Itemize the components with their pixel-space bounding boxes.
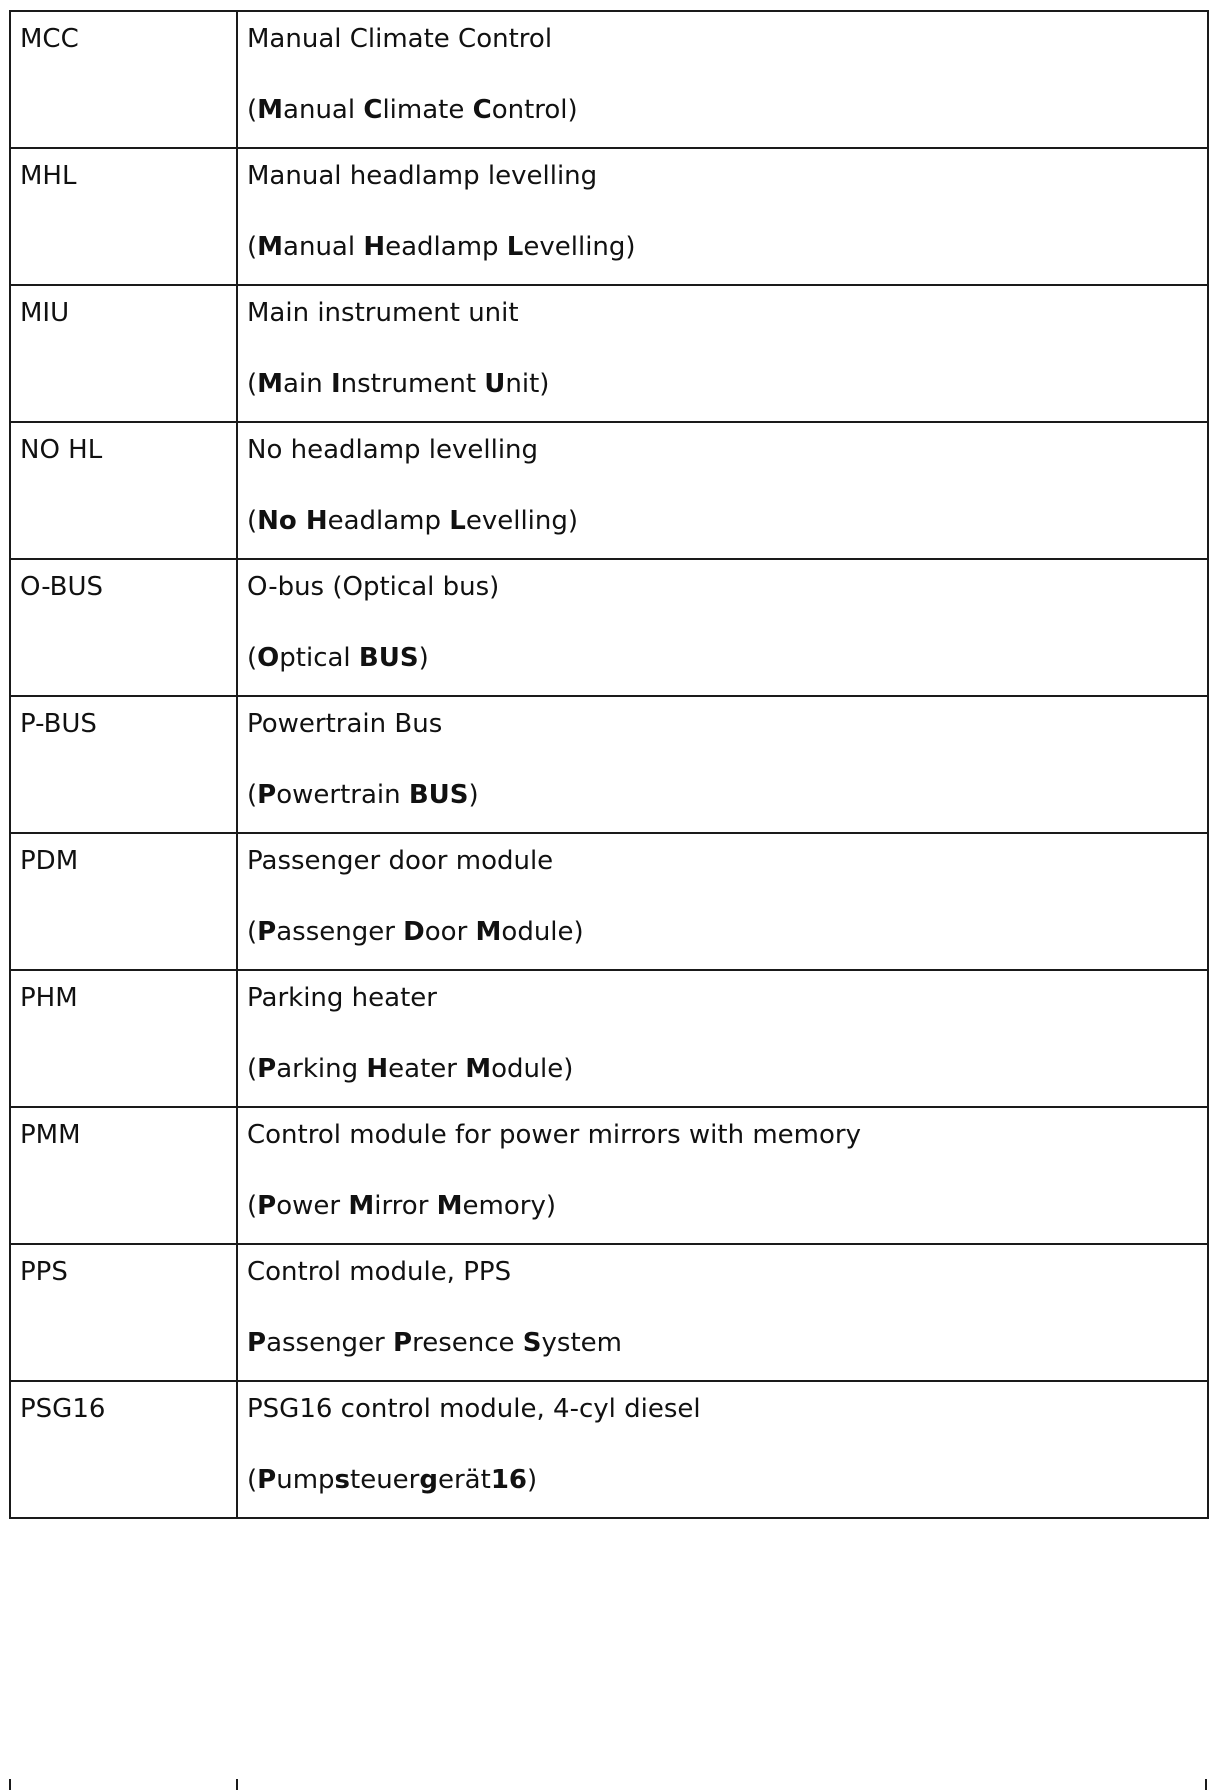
table-row [10, 1381, 1208, 1518]
description-cell [237, 11, 1208, 148]
expansion-text [247, 369, 1207, 399]
expansion-text [247, 1465, 1207, 1495]
expansion-segment: irror [374, 1191, 437, 1221]
description-cell [237, 1107, 1208, 1244]
expansion-segment: ystem [541, 1328, 622, 1358]
expansion-initial: s [334, 1465, 351, 1495]
expansion-text [247, 780, 1207, 810]
expansion-initial: L [506, 232, 524, 262]
expansion-initial: 16 [490, 1465, 527, 1495]
abbreviation-text: PPS [20, 1257, 68, 1287]
description-text: Control module for power mirrors with memory [247, 1120, 861, 1150]
description-cell [237, 422, 1208, 559]
expansion-segment: ( [247, 1054, 258, 1084]
expansion-initial: H [366, 1054, 389, 1084]
table-row [10, 1107, 1208, 1244]
expansion-initial: g [419, 1465, 438, 1495]
expansion-segment: erät [438, 1465, 491, 1495]
column-divider [236, 1779, 238, 1790]
expansion-segment: anual [283, 95, 364, 125]
expansion-segment: ) [527, 1465, 538, 1495]
expansion-segment: anual [283, 232, 364, 262]
expansion-segment: emory) [462, 1191, 556, 1221]
expansion-text [247, 643, 1207, 673]
expansion-text [247, 1191, 1207, 1221]
expansion-segment: limate [382, 95, 473, 125]
table-row [10, 422, 1208, 559]
expansion-segment: ower [276, 1191, 349, 1221]
expansion-segment: owertrain [276, 780, 409, 810]
description-text: Manual Climate Control [247, 24, 553, 54]
expansion-initial: M [465, 1054, 492, 1084]
expansion-initial: P [257, 917, 277, 947]
expansion-initial: U [484, 369, 506, 399]
expansion-initial: M [348, 1191, 375, 1221]
expansion-segment: ptical [279, 643, 359, 673]
expansion-segment: eater [388, 1054, 466, 1084]
expansion-segment: ) [418, 643, 429, 673]
expansion-initial: C [472, 95, 492, 125]
description-text: Powertrain Bus [247, 709, 443, 739]
table-continuation [9, 1779, 1207, 1790]
expansion-initial: O [257, 643, 280, 673]
expansion-initial: No H [257, 506, 328, 536]
expansion-segment: odule) [501, 917, 584, 947]
abbreviation-cell [10, 696, 237, 833]
expansion-segment: evelling) [465, 506, 579, 536]
expansion-initial: P [257, 1191, 277, 1221]
abbreviation-text: P-BUS [20, 709, 97, 739]
expansion-text [247, 917, 1207, 947]
expansion-segment: ain [283, 369, 331, 399]
expansion-segment: assenger [276, 917, 404, 947]
table-row [10, 833, 1208, 970]
abbreviation-cell [10, 833, 237, 970]
expansion-initial: BUS [358, 643, 419, 673]
description-cell [237, 148, 1208, 285]
expansion-segment: arking [276, 1054, 367, 1084]
expansion-segment: ( [247, 95, 258, 125]
abbreviation-text: MIU [20, 298, 70, 328]
expansion-segment: teuer [350, 1465, 420, 1495]
expansion-initial: M [257, 369, 284, 399]
expansion-segment: assenger [266, 1328, 394, 1358]
expansion-text [247, 95, 1207, 125]
description-cell [237, 285, 1208, 422]
expansion-initial: M [257, 95, 284, 125]
description-cell [237, 559, 1208, 696]
expansion-initial: M [475, 917, 502, 947]
abbreviation-text: MHL [20, 161, 77, 191]
abbreviation-text: PHM [20, 983, 78, 1013]
description-text: Control module, PPS [247, 1257, 512, 1287]
description-cell [237, 1244, 1208, 1381]
expansion-segment: ( [247, 232, 258, 262]
expansion-segment: ( [247, 1465, 258, 1495]
description-text: O-bus (Optical bus) [247, 572, 500, 602]
abbreviation-cell [10, 559, 237, 696]
abbreviation-cell [10, 148, 237, 285]
table-row [10, 559, 1208, 696]
expansion-segment: eadlamp [385, 232, 507, 262]
abbreviation-text: PMM [20, 1120, 81, 1150]
expansion-text [247, 1328, 1207, 1358]
expansion-initial: BUS [408, 780, 469, 810]
expansion-initial: D [403, 917, 425, 947]
table-row [10, 285, 1208, 422]
expansion-segment: ( [247, 643, 258, 673]
description-text: Main instrument unit [247, 298, 519, 328]
abbreviation-table [9, 10, 1209, 1519]
description-text: Manual headlamp levelling [247, 161, 598, 191]
expansion-initial: M [436, 1191, 463, 1221]
description-cell [237, 833, 1208, 970]
description-cell [237, 696, 1208, 833]
description-text: No headlamp levelling [247, 435, 539, 465]
expansion-initial: C [363, 95, 383, 125]
expansion-text [247, 232, 1207, 262]
expansion-segment: ( [247, 506, 258, 536]
description-cell [237, 1381, 1208, 1518]
expansion-text [247, 1054, 1207, 1084]
abbreviation-cell [10, 1381, 237, 1518]
description-cell [237, 970, 1208, 1107]
expansion-segment: nstrument [340, 369, 485, 399]
expansion-initial: I [330, 369, 341, 399]
abbreviation-text: O-BUS [20, 572, 104, 602]
expansion-segment: ontrol) [491, 95, 578, 125]
abbreviation-text: PSG16 [20, 1394, 106, 1424]
expansion-segment: nit) [505, 369, 550, 399]
table-row [10, 696, 1208, 833]
description-text: Parking heater [247, 983, 437, 1013]
expansion-initial: P [257, 780, 277, 810]
abbreviation-cell [10, 1107, 237, 1244]
expansion-initial: P [247, 1328, 267, 1358]
expansion-segment: ( [247, 917, 258, 947]
abbreviation-text: PDM [20, 846, 79, 876]
table-row [10, 11, 1208, 148]
expansion-initial: S [522, 1328, 542, 1358]
expansion-segment: ( [247, 780, 258, 810]
expansion-initial: P [393, 1328, 413, 1358]
expansion-segment: ( [247, 1191, 258, 1221]
expansion-segment: evelling) [523, 232, 636, 262]
table-row [10, 1244, 1208, 1381]
expansion-segment: ump [276, 1465, 335, 1495]
expansion-initial: L [449, 506, 466, 536]
expansion-segment: oor [424, 917, 476, 947]
abbreviation-cell [10, 1244, 237, 1381]
expansion-initial: P [257, 1465, 277, 1495]
description-text: Passenger door module [247, 846, 554, 876]
expansion-segment: eadlamp [327, 506, 450, 536]
abbreviation-text: NO HL [20, 435, 103, 465]
expansion-initial: P [257, 1054, 277, 1084]
expansion-segment: ( [247, 369, 258, 399]
expansion-text [247, 506, 1207, 536]
expansion-initial: H [363, 232, 386, 262]
abbreviation-table-body [10, 11, 1208, 1518]
expansion-initial: M [257, 232, 284, 262]
description-text: PSG16 control module, 4-cyl diesel [247, 1394, 701, 1424]
abbreviation-cell [10, 422, 237, 559]
abbreviation-cell [10, 11, 237, 148]
abbreviation-cell [10, 285, 237, 422]
expansion-segment: resence [412, 1328, 523, 1358]
abbreviation-text: MCC [20, 24, 79, 54]
abbreviation-cell [10, 970, 237, 1107]
table-row [10, 970, 1208, 1107]
expansion-segment: ) [468, 780, 479, 810]
expansion-segment: odule) [491, 1054, 574, 1084]
table-row [10, 148, 1208, 285]
